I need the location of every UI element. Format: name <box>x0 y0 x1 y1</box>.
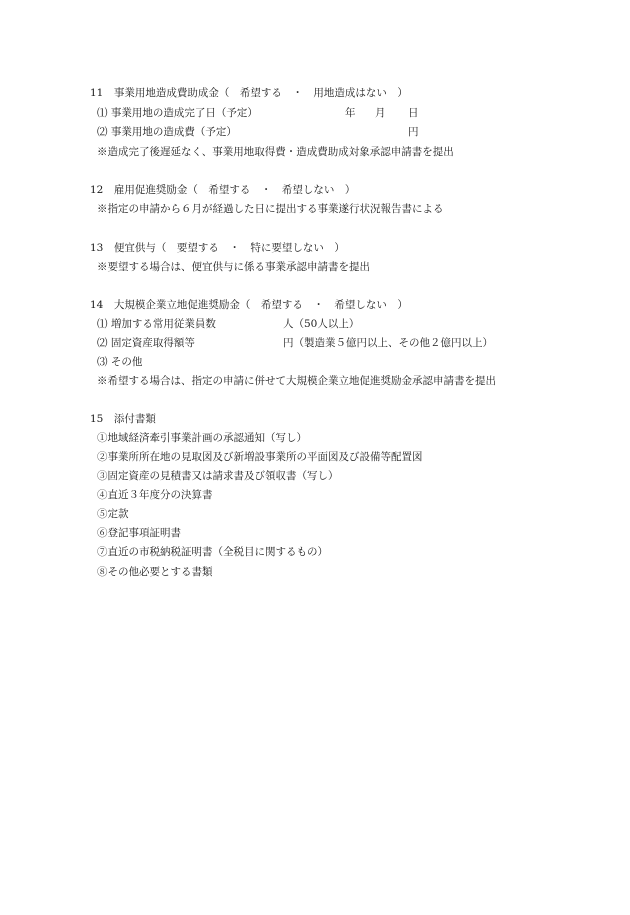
section-11-item-1 <box>97 106 437 120</box>
month-label: 月 <box>375 107 386 119</box>
section-15-title: 15 添付書類 <box>90 413 156 425</box>
section-14-item-3-label: ⑶ その他 <box>97 356 143 368</box>
section-11-note: ※造成完了後遅延なく、事業用地取得費・造成費助成対象承認申請書を提出 <box>97 146 454 158</box>
attachment-item: ②事業所所在地の見取図及び新増設事業所の平面図及び設備等配置図 <box>97 451 423 463</box>
section-12-note: ※指定の申請から６月が経過した日に提出する事業遂行状況報告書による <box>97 203 444 215</box>
attachment-item: ③固定資産の見積書又は請求書及び領収書（写し） <box>97 470 339 482</box>
attachment-item: ④直近３年度分の決算書 <box>97 489 213 501</box>
section-13-note: ※要望する場合は、便宜供与に係る事業承認申請書を提出 <box>97 261 370 273</box>
day-label: 日 <box>408 107 419 119</box>
attachment-item: ⑦直近の市税納税証明書（全税目に関するもの） <box>97 546 328 558</box>
section-14-item-1-unit: 人（50人以上） <box>283 318 360 330</box>
yen-unit-label: 円 <box>408 126 419 138</box>
section-14-item-1-label: ⑴ 増加する常用従業員数 <box>97 318 216 330</box>
attachment-item: ⑥登記事項証明書 <box>97 527 181 539</box>
section-11-item-2-label: ⑵ 事業用地の造成費（予定） <box>97 126 237 138</box>
attachment-item: ⑤定款 <box>97 508 129 520</box>
section-12-title: 12 雇用促進奨励金（ 希望する ・ 希望しない ） <box>90 184 356 196</box>
section-11-item-1-label: ⑴ 事業用地の造成完了日（予定） <box>97 107 258 119</box>
year-label: 年 <box>345 107 356 119</box>
section-14-item-2-unit: 円（製造業５億円以上、その他２億円以上） <box>283 337 493 349</box>
section-13-title: 13 便宜供与（ 要望する ・ 特に要望しない ） <box>90 242 345 254</box>
section-14-item-2-label: ⑵ 固定資産取得額等 <box>97 337 195 349</box>
section-14-title: 14 大規模企業立地促進奨励金（ 希望する ・ 希望しない ） <box>90 299 408 311</box>
section-14-note: ※希望する場合は、指定の申請に併せて大規模企業立地促進奨励金承認申請書を提出 <box>97 375 496 387</box>
attachment-item: ①地域経済牽引事業計画の承認通知（写し） <box>97 432 307 444</box>
attachment-item: ⑧その他必要とする書類 <box>97 566 213 578</box>
section-11-title: 11 事業用地造成費助成金（ 希望する ・ 用地造成はない ） <box>90 87 408 99</box>
